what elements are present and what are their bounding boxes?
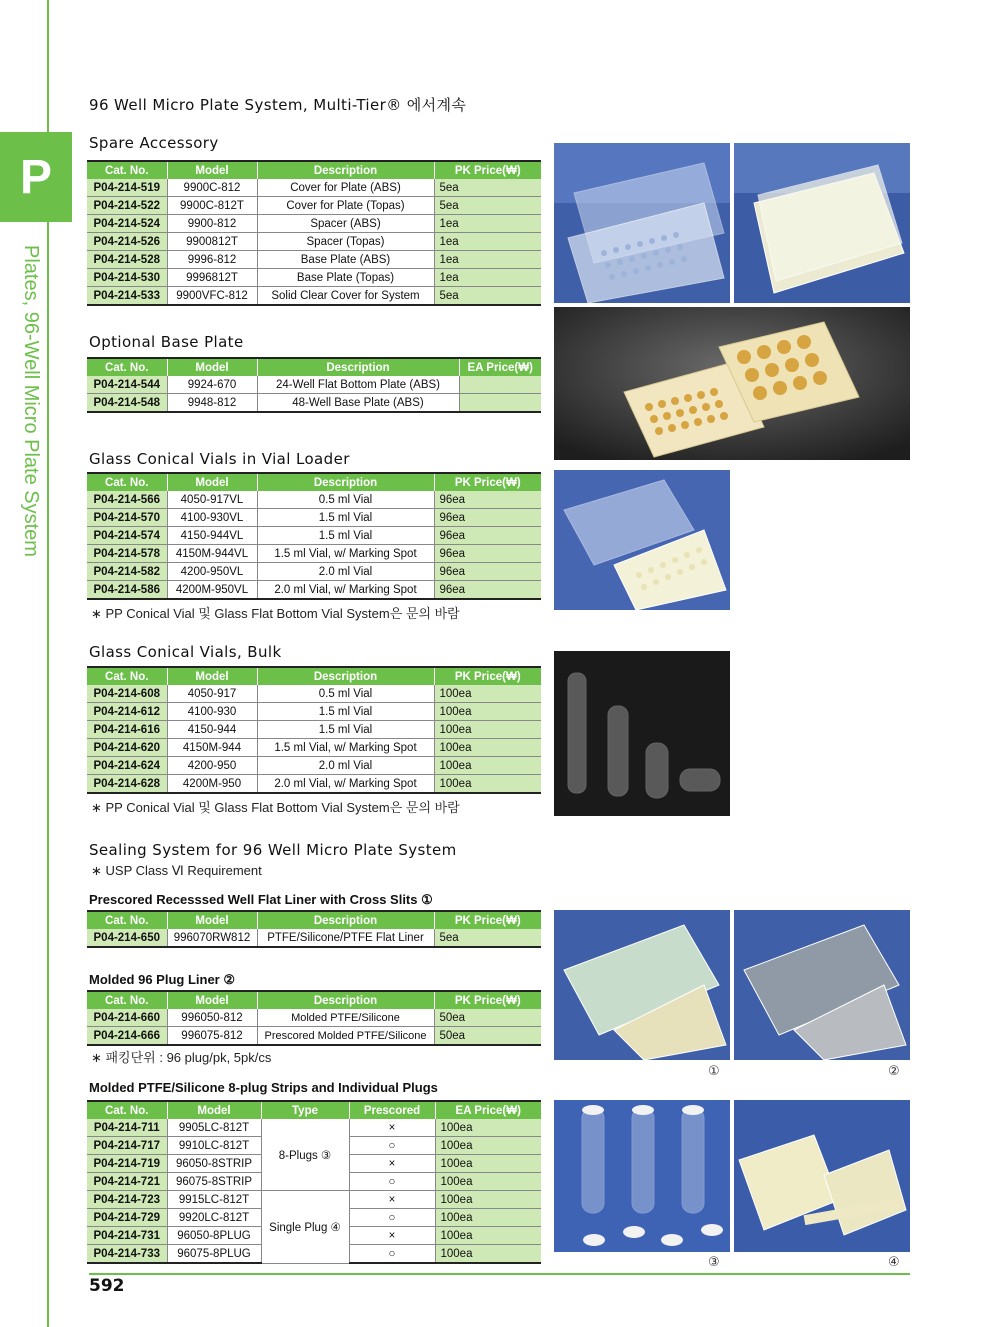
model: 96075-8PLUG: [167, 1245, 261, 1264]
model: 4150M-944VL: [167, 545, 257, 563]
description: PTFE/Silicone/PTFE Flat Liner: [257, 929, 434, 947]
table-row: [87, 929, 541, 947]
optional-base-plate-title: Optional Base Plate: [89, 333, 244, 351]
column-header: PK Price(₩): [434, 911, 541, 929]
bulk-vials-title: Glass Conical Vials, Bulk: [89, 643, 282, 661]
table-header: [87, 667, 541, 685]
cat-no: P04-214-620: [87, 739, 167, 757]
cat-no: P04-214-566: [87, 491, 167, 509]
price: 100ea: [434, 685, 541, 703]
description: 1.5 ml Vial: [257, 509, 434, 527]
price: 1ea: [434, 269, 541, 287]
model: 96050-8PLUG: [167, 1227, 261, 1245]
model: 4200-950: [167, 757, 257, 775]
description: 1.5 ml Vial: [257, 703, 434, 721]
type-cell: Single Plug ④: [261, 1191, 349, 1264]
price: 100ea: [435, 1227, 541, 1245]
price: 100ea: [435, 1119, 541, 1137]
prescored-mark: ○: [349, 1209, 435, 1227]
cat-no: P04-214-616: [87, 721, 167, 739]
cat-no: P04-214-528: [87, 251, 167, 269]
cat-no: P04-214-586: [87, 581, 167, 600]
prescored-mark: ×: [349, 1155, 435, 1173]
prescored-mark: ○: [349, 1173, 435, 1191]
vial-loader-photo: [554, 470, 730, 610]
table-row: [87, 545, 541, 563]
table-row: [87, 581, 541, 600]
column-header: Type: [261, 1101, 349, 1119]
table-header: [87, 161, 541, 179]
price: 100ea: [435, 1137, 541, 1155]
cat-no: P04-214-721: [87, 1173, 167, 1191]
table-header: [87, 358, 541, 376]
column-header: Cat. No.: [87, 1101, 167, 1119]
type-cell: 8-Plugs ③: [261, 1119, 349, 1191]
cat-no: P04-214-666: [87, 1027, 167, 1046]
column-header: Cat. No.: [87, 473, 167, 491]
table-row: [87, 233, 541, 251]
table-header: [87, 991, 541, 1009]
footer-rule: [89, 1273, 910, 1275]
model: 4150-944: [167, 721, 257, 739]
molded-liner-title: Molded 96 Plug Liner ②: [89, 972, 236, 987]
prescored-liner-title: Prescored Recesssed Well Flat Liner with Cross Slits ①: [89, 892, 433, 907]
prescored-mark: ×: [349, 1227, 435, 1245]
description: 1.5 ml Vial, w/ Marking Spot: [257, 739, 434, 757]
model: 9910LC-812T: [167, 1137, 261, 1155]
table-header: [87, 1101, 541, 1119]
price: 5ea: [434, 197, 541, 215]
price: [459, 394, 541, 413]
model: 9920LC-812T: [167, 1209, 261, 1227]
description: 48-Well Base Plate (ABS): [257, 394, 459, 413]
column-header: Model: [167, 1101, 261, 1119]
model: 4150M-944: [167, 739, 257, 757]
model: 9996-812: [167, 251, 257, 269]
cat-no: P04-214-522: [87, 197, 167, 215]
table-row: [87, 685, 541, 703]
column-header: Description: [257, 473, 434, 491]
column-header: Model: [167, 358, 257, 376]
page-number: 592: [89, 1276, 125, 1296]
price: 1ea: [434, 233, 541, 251]
molded-liner-table: [87, 990, 541, 1046]
model: 9996812T: [167, 269, 257, 287]
model: 996070RW812: [167, 929, 257, 947]
column-header: Cat. No.: [87, 667, 167, 685]
caption-4: ④: [888, 1255, 900, 1270]
spare-accessory-table: [87, 160, 541, 306]
price: 5ea: [434, 929, 541, 947]
description: Cover for Plate (ABS): [257, 179, 434, 197]
column-header: PK Price(₩): [434, 667, 541, 685]
table-row: [87, 215, 541, 233]
description: 0.5 ml Vial: [257, 491, 434, 509]
model: 9924-670: [167, 376, 257, 394]
caption-1: ①: [708, 1064, 720, 1079]
price: 100ea: [434, 739, 541, 757]
table-row: [87, 527, 541, 545]
column-header: Description: [257, 358, 459, 376]
price: 100ea: [435, 1173, 541, 1191]
cat-no: P04-214-650: [87, 929, 167, 947]
price: 1ea: [434, 215, 541, 233]
model: 996050-812: [167, 1009, 257, 1027]
description: Cover for Plate (Topas): [257, 197, 434, 215]
model: 9948-812: [167, 394, 257, 413]
price: 5ea: [434, 179, 541, 197]
table-row: [87, 509, 541, 527]
description: 2.0 ml Vial: [257, 757, 434, 775]
column-header: PK Price(₩): [434, 473, 541, 491]
side-title: Plates, 96-Well Micro Plate System: [20, 245, 42, 557]
column-header: Model: [167, 667, 257, 685]
caption-2: ②: [888, 1064, 900, 1079]
price: 100ea: [434, 775, 541, 794]
sealing-system-title: Sealing System for 96 Well Micro Plate System: [89, 841, 457, 859]
section-tab: P: [0, 132, 72, 222]
description: Solid Clear Cover for System: [257, 287, 434, 306]
price: [459, 376, 541, 394]
table-row: [87, 703, 541, 721]
model: 9915LC-812T: [167, 1191, 261, 1209]
column-header: Cat. No.: [87, 358, 167, 376]
solid-cover-photo: [734, 143, 910, 303]
model: 96075-8STRIP: [167, 1173, 261, 1191]
price: 1ea: [434, 251, 541, 269]
description: Base Plate (Topas): [257, 269, 434, 287]
table-row: [87, 287, 541, 306]
cat-no: P04-214-548: [87, 394, 167, 413]
molded-liner-note: ∗ 패킹단위 : 96 plug/pk, 5pk/cs: [91, 1050, 272, 1065]
description: 1.5 ml Vial: [257, 721, 434, 739]
model: 9905LC-812T: [167, 1119, 261, 1137]
cat-no: P04-214-711: [87, 1119, 167, 1137]
prescored-mark: ×: [349, 1191, 435, 1209]
cat-no: P04-214-530: [87, 269, 167, 287]
column-header: EA Price(₩): [435, 1101, 541, 1119]
cat-no: P04-214-608: [87, 685, 167, 703]
model: 9900C-812T: [167, 197, 257, 215]
cat-no: P04-214-660: [87, 1009, 167, 1027]
table-row: [87, 491, 541, 509]
price: 96ea: [434, 545, 541, 563]
price: 96ea: [434, 527, 541, 545]
single-plugs-photo: [734, 1100, 910, 1252]
table-row: [87, 1009, 541, 1027]
table-row: [87, 179, 541, 197]
price: 96ea: [434, 563, 541, 581]
price: 100ea: [434, 721, 541, 739]
column-header: Cat. No.: [87, 911, 167, 929]
description: Prescored Molded PTFE/Silicone: [257, 1027, 434, 1046]
column-header: Model: [167, 991, 257, 1009]
model: 9900VFC-812: [167, 287, 257, 306]
cat-no: P04-214-574: [87, 527, 167, 545]
cat-no: P04-214-624: [87, 757, 167, 775]
model: 4200M-950VL: [167, 581, 257, 600]
column-header: Description: [257, 667, 434, 685]
price: 100ea: [435, 1155, 541, 1173]
caption-3: ③: [708, 1255, 720, 1270]
description: 1.5 ml Vial: [257, 527, 434, 545]
model: 4050-917VL: [167, 491, 257, 509]
description: 24-Well Flat Bottom Plate (ABS): [257, 376, 459, 394]
price: 100ea: [435, 1191, 541, 1209]
table-row: [87, 269, 541, 287]
column-header: Model: [167, 473, 257, 491]
table-row: [87, 1191, 541, 1209]
page-title: 96 Well Micro Plate System, Multi-Tier® 에서계속: [89, 96, 467, 114]
spare-accessory-title: Spare Accessory: [89, 134, 219, 152]
description: Spacer (ABS): [257, 215, 434, 233]
cat-no: P04-214-729: [87, 1209, 167, 1227]
column-header: Cat. No.: [87, 991, 167, 1009]
plug-strip-vials-photo: [554, 1100, 730, 1252]
table-header: [87, 911, 541, 929]
price: 5ea: [434, 287, 541, 306]
bulk-vials-note: ∗ PP Conical Vial 및 Glass Flat Bottom Vial System은 문의 바람: [91, 800, 460, 815]
column-header: EA Price(₩): [459, 358, 541, 376]
flat-liner-photo: [554, 910, 730, 1060]
cat-no: P04-214-544: [87, 376, 167, 394]
vial-loader-note: ∗ PP Conical Vial 및 Glass Flat Bottom Vial System은 문의 바람: [91, 606, 460, 621]
cat-no: P04-214-526: [87, 233, 167, 251]
cat-no: P04-214-723: [87, 1191, 167, 1209]
price: 100ea: [434, 757, 541, 775]
price: 96ea: [434, 581, 541, 600]
model: 4150-944VL: [167, 527, 257, 545]
model: 9900-812: [167, 215, 257, 233]
table-row: [87, 721, 541, 739]
description: 1.5 ml Vial, w/ Marking Spot: [257, 545, 434, 563]
table-header: [87, 473, 541, 491]
column-header: Description: [257, 911, 434, 929]
sealing-system-note: ∗ USP Class Ⅵ Requirement: [91, 863, 262, 878]
description: 2.0 ml Vial, w/ Marking Spot: [257, 581, 434, 600]
description: Spacer (Topas): [257, 233, 434, 251]
model: 4200-950VL: [167, 563, 257, 581]
model: 996075-812: [167, 1027, 257, 1046]
bulk-vials-photo: [554, 651, 730, 816]
table-row: [87, 563, 541, 581]
description: 2.0 ml Vial: [257, 563, 434, 581]
column-header: Description: [257, 991, 434, 1009]
price: 100ea: [435, 1209, 541, 1227]
description: 2.0 ml Vial, w/ Marking Spot: [257, 775, 434, 794]
model: 96050-8STRIP: [167, 1155, 261, 1173]
cat-no: P04-214-524: [87, 215, 167, 233]
model: 4200M-950: [167, 775, 257, 794]
column-header: Description: [257, 161, 434, 179]
prescored-mark: ×: [349, 1119, 435, 1137]
cat-no: P04-214-628: [87, 775, 167, 794]
table-row: [87, 251, 541, 269]
optional-base-plate-table: [87, 357, 541, 413]
price: 100ea: [434, 703, 541, 721]
cat-no: P04-214-733: [87, 1245, 167, 1264]
table-row: [87, 757, 541, 775]
model: 4100-930: [167, 703, 257, 721]
description: Base Plate (ABS): [257, 251, 434, 269]
table-row: [87, 197, 541, 215]
table-row: [87, 1119, 541, 1137]
model: 4050-917: [167, 685, 257, 703]
description: Molded PTFE/Silicone: [257, 1009, 434, 1027]
table-row: [87, 376, 541, 394]
plug-liner-photo: [734, 910, 910, 1060]
cat-no: P04-214-570: [87, 509, 167, 527]
base-plates-photo: [554, 307, 910, 460]
table-row: [87, 739, 541, 757]
cat-no: P04-214-533: [87, 287, 167, 306]
bulk-vials-table: [87, 666, 541, 794]
prescored-mark: ○: [349, 1245, 435, 1264]
description: 0.5 ml Vial: [257, 685, 434, 703]
column-header: Prescored: [349, 1101, 435, 1119]
table-row: [87, 1027, 541, 1046]
prescored-mark: ○: [349, 1137, 435, 1155]
cat-no: P04-214-717: [87, 1137, 167, 1155]
cat-no: P04-214-519: [87, 179, 167, 197]
table-row: [87, 775, 541, 794]
cat-no: P04-214-578: [87, 545, 167, 563]
price: 96ea: [434, 491, 541, 509]
plug-strips-title: Molded PTFE/Silicone 8-plug Strips and Individual Plugs: [89, 1080, 438, 1095]
model: 9900C-812: [167, 179, 257, 197]
price: 50ea: [434, 1009, 541, 1027]
model: 9900812T: [167, 233, 257, 251]
prescored-liner-table: [87, 910, 541, 948]
cat-no: P04-214-731: [87, 1227, 167, 1245]
table-row: [87, 394, 541, 413]
cat-no: P04-214-582: [87, 563, 167, 581]
column-header: PK Price(₩): [434, 991, 541, 1009]
spare-plates-photo: [554, 143, 730, 303]
column-header: PK Price(₩): [434, 161, 541, 179]
price: 100ea: [435, 1245, 541, 1264]
price: 50ea: [434, 1027, 541, 1046]
plug-strips-table: [87, 1100, 541, 1264]
column-header: Model: [167, 161, 257, 179]
price: 96ea: [434, 509, 541, 527]
cat-no: P04-214-719: [87, 1155, 167, 1173]
column-header: Model: [167, 911, 257, 929]
cat-no: P04-214-612: [87, 703, 167, 721]
model: 4100-930VL: [167, 509, 257, 527]
vial-loader-title: Glass Conical Vials in Vial Loader: [89, 450, 350, 468]
vial-loader-table: [87, 472, 541, 600]
column-header: Cat. No.: [87, 161, 167, 179]
